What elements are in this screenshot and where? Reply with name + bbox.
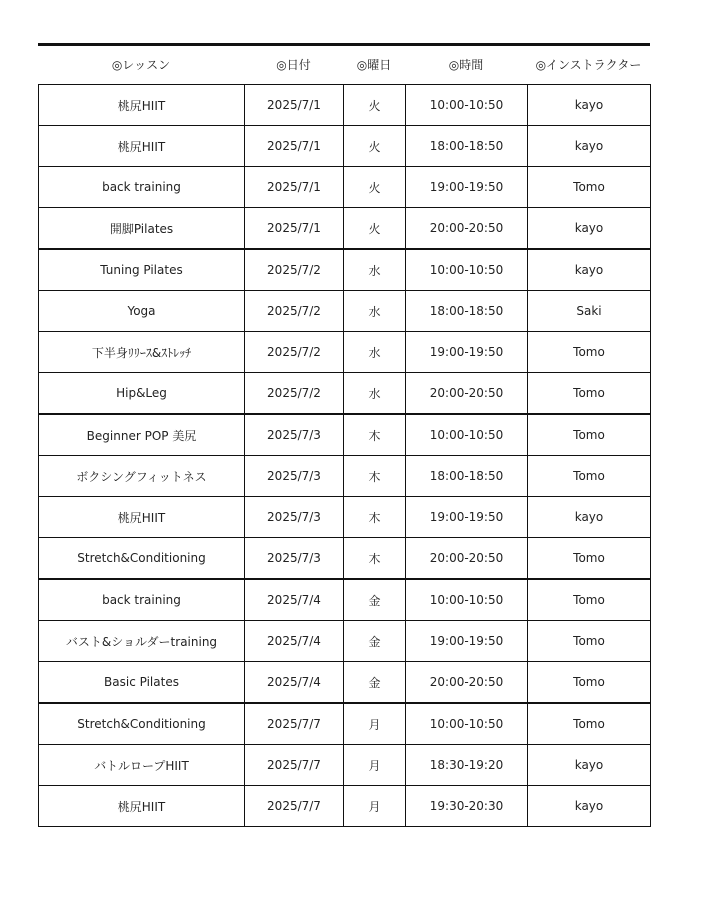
cell-lesson: 開脚Pilates	[39, 208, 245, 250]
cell-instructor: Saki	[528, 291, 651, 332]
cell-lesson: Hip&Leg	[39, 373, 245, 415]
table-row	[39, 85, 651, 126]
table-row	[39, 703, 651, 745]
header-lesson: ◎レッスン	[111, 58, 171, 72]
cell-lesson: 桃尻HIIT	[39, 126, 245, 167]
cell-date: 2025/7/3	[245, 497, 344, 538]
cell-instructor: Tomo	[528, 414, 651, 456]
table-row	[39, 167, 651, 208]
cell-weekday: 火	[344, 208, 406, 250]
cell-weekday: 金	[344, 579, 406, 621]
cell-lesson: Basic Pilates	[39, 662, 245, 704]
cell-weekday: 火	[344, 167, 406, 208]
cell-instructor: Tomo	[528, 579, 651, 621]
table-row	[39, 497, 651, 538]
cell-lesson: Tuning Pilates	[39, 249, 245, 291]
cell-lesson: Beginner POP 美尻	[39, 414, 245, 456]
table-row	[39, 579, 651, 621]
table-row	[39, 662, 651, 704]
cell-instructor: kayo	[528, 786, 651, 827]
cell-instructor: kayo	[528, 249, 651, 291]
cell-date: 2025/7/3	[245, 414, 344, 456]
cell-time: 20:00-20:50	[406, 662, 528, 704]
cell-lesson: 下半身ﾘﾘｰｽ&ｽﾄﾚｯﾁ	[39, 332, 245, 373]
cell-lesson: バトルロープHIIT	[39, 745, 245, 786]
cell-weekday: 火	[344, 126, 406, 167]
cell-instructor: Tomo	[528, 167, 651, 208]
cell-time: 19:30-20:30	[406, 786, 528, 827]
cell-time: 18:00-18:50	[406, 291, 528, 332]
cell-lesson: 桃尻HIIT	[39, 786, 245, 827]
schedule-body	[39, 85, 651, 827]
cell-instructor: kayo	[528, 85, 651, 126]
cell-instructor: kayo	[528, 208, 651, 250]
cell-time: 20:00-20:50	[406, 373, 528, 415]
cell-lesson: Stretch&Conditioning	[39, 703, 245, 745]
cell-weekday: 水	[344, 332, 406, 373]
table-row	[39, 249, 651, 291]
cell-time: 10:00-10:50	[406, 414, 528, 456]
table-row	[39, 456, 651, 497]
cell-time: 10:00-10:50	[406, 579, 528, 621]
table-row	[39, 332, 651, 373]
cell-lesson: 桃尻HIIT	[39, 85, 245, 126]
table-row	[39, 373, 651, 415]
cell-instructor: kayo	[528, 126, 651, 167]
cell-weekday: 木	[344, 414, 406, 456]
cell-lesson: バスト&ショルダーtraining	[39, 621, 245, 662]
cell-date: 2025/7/1	[245, 167, 344, 208]
schedule-table	[38, 84, 651, 827]
cell-weekday: 月	[344, 786, 406, 827]
header-time: ◎時間	[448, 58, 484, 72]
cell-instructor: Tomo	[528, 373, 651, 415]
cell-time: 19:00-19:50	[406, 497, 528, 538]
header-date: ◎日付	[276, 58, 311, 72]
cell-weekday: 木	[344, 538, 406, 580]
table-row	[39, 745, 651, 786]
cell-date: 2025/7/2	[245, 249, 344, 291]
cell-weekday: 水	[344, 291, 406, 332]
cell-date: 2025/7/4	[245, 579, 344, 621]
cell-weekday: 金	[344, 662, 406, 704]
cell-time: 10:00-10:50	[406, 85, 528, 126]
cell-instructor: kayo	[528, 745, 651, 786]
cell-time: 18:00-18:50	[406, 126, 528, 167]
cell-instructor: kayo	[528, 497, 651, 538]
table-header	[38, 46, 650, 84]
cell-date: 2025/7/7	[245, 745, 344, 786]
cell-time: 10:00-10:50	[406, 249, 528, 291]
table-row	[39, 538, 651, 580]
cell-date: 2025/7/3	[245, 456, 344, 497]
cell-date: 2025/7/3	[245, 538, 344, 580]
cell-date: 2025/7/2	[245, 332, 344, 373]
cell-instructor: Tomo	[528, 332, 651, 373]
cell-lesson: ボクシングフィットネス	[39, 456, 245, 497]
cell-weekday: 水	[344, 249, 406, 291]
table-row	[39, 621, 651, 662]
cell-instructor: Tomo	[528, 662, 651, 704]
cell-date: 2025/7/2	[245, 373, 344, 415]
cell-weekday: 木	[344, 456, 406, 497]
cell-time: 19:00-19:50	[406, 167, 528, 208]
table-row	[39, 208, 651, 250]
cell-weekday: 火	[344, 85, 406, 126]
cell-time: 20:00-20:50	[406, 208, 528, 250]
cell-lesson: Stretch&Conditioning	[39, 538, 245, 580]
cell-time: 18:30-19:20	[406, 745, 528, 786]
table-row	[39, 291, 651, 332]
cell-date: 2025/7/7	[245, 786, 344, 827]
cell-weekday: 木	[344, 497, 406, 538]
cell-time: 20:00-20:50	[406, 538, 528, 580]
cell-lesson: back training	[39, 579, 245, 621]
cell-instructor: Tomo	[528, 456, 651, 497]
cell-instructor: Tomo	[528, 703, 651, 745]
table-row	[39, 126, 651, 167]
cell-date: 2025/7/4	[245, 662, 344, 704]
cell-date: 2025/7/1	[245, 85, 344, 126]
cell-instructor: Tomo	[528, 621, 651, 662]
cell-time: 18:00-18:50	[406, 456, 528, 497]
cell-time: 19:00-19:50	[406, 332, 528, 373]
cell-date: 2025/7/1	[245, 126, 344, 167]
cell-lesson: Yoga	[39, 291, 245, 332]
cell-date: 2025/7/1	[245, 208, 344, 250]
cell-weekday: 水	[344, 373, 406, 415]
table-row	[39, 414, 651, 456]
cell-lesson: back training	[39, 167, 245, 208]
cell-weekday: 月	[344, 745, 406, 786]
header-weekday: ◎曜日	[356, 58, 392, 72]
cell-instructor: Tomo	[528, 538, 651, 580]
cell-time: 10:00-10:50	[406, 703, 528, 745]
cell-time: 19:00-19:50	[406, 621, 528, 662]
cell-date: 2025/7/7	[245, 703, 344, 745]
cell-weekday: 月	[344, 703, 406, 745]
table-row	[39, 786, 651, 827]
header-instructor: ◎インストラクター	[535, 58, 642, 72]
cell-date: 2025/7/2	[245, 291, 344, 332]
cell-weekday: 金	[344, 621, 406, 662]
cell-lesson: 桃尻HIIT	[39, 497, 245, 538]
cell-date: 2025/7/4	[245, 621, 344, 662]
